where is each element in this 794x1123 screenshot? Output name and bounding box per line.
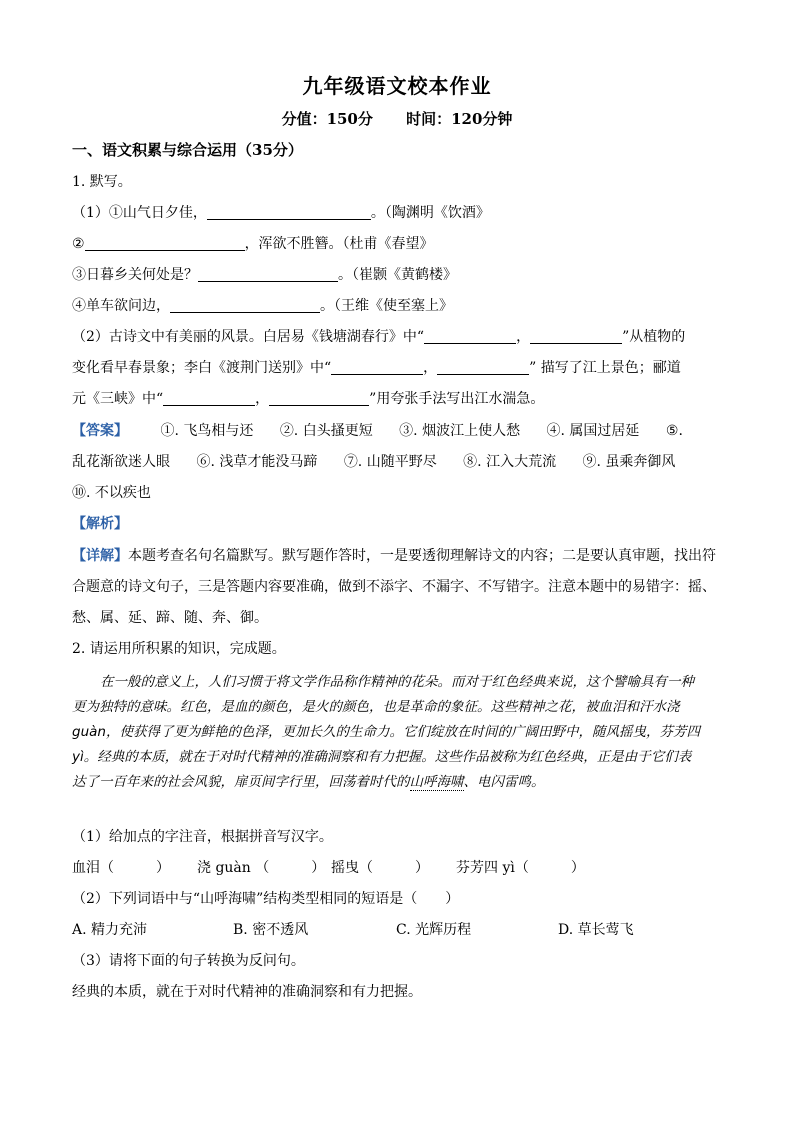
q1-line-2	[72, 233, 722, 255]
page-subtitle	[0, 108, 794, 129]
analysis-line-3: 愁、属、延、蹄、随、奔、御。	[72, 610, 268, 626]
passage-line	[72, 771, 545, 793]
q1-line-4-suffix: 。（王维《使至塞上》	[320, 298, 453, 314]
answer-blank[interactable]	[530, 328, 622, 344]
answer-blank[interactable]	[331, 359, 423, 375]
q1-line-1	[72, 202, 722, 224]
q2-sentence: 经典的本质，就在于对时代精神的准确洞察和有力把握。	[72, 984, 422, 1000]
q1-part2-text: 元《三峡》中“	[72, 391, 164, 407]
comma: ，	[423, 360, 438, 376]
q2-sub1: （1）给加点的字注音，根据拼音写汉字。	[72, 829, 333, 845]
answer-item: ②. 白头搔更短	[279, 423, 373, 439]
q1-part2-text: ” 描写了江上景色；郦道	[529, 360, 681, 376]
page-title: 九年级语文校本作业	[302, 74, 492, 98]
answer-item: ⑥. 浅草才能没马蹄	[196, 454, 318, 470]
option-b[interactable]: B. 密不透风	[233, 922, 309, 938]
answer-blank[interactable]	[437, 359, 529, 375]
answer-blank[interactable]	[170, 297, 320, 313]
question-2-label: 2. 请运用所积累的知识，完成题。	[72, 641, 286, 657]
answer-tag: 【答案】	[72, 423, 128, 439]
q2-sub3: （3）请将下面的句子转换为反问句。	[72, 953, 305, 969]
question-1-label: 1. 默写。	[72, 174, 132, 190]
answer-line-2	[72, 451, 722, 473]
comma: ，	[255, 391, 270, 407]
answer-item: ③. 烟波江上使人愁	[399, 423, 521, 439]
passage-text: 达了一百年来的社会风貌，扉页间字行里，回荡着时代的	[72, 774, 410, 790]
passage-line: yì。经典的本质，就在于对时代精神的准确洞察和有力把握。这些作品被称为红色经典，正是由于它们表	[72, 749, 692, 765]
q1-line-3-prefix: ③日暮乡关何处是？	[72, 267, 198, 283]
analysis-line-1	[72, 545, 722, 567]
answer-item: ⑦. 山随平野尽	[343, 454, 437, 470]
fill-label: 摇曳（	[331, 860, 373, 876]
reading-passage	[72, 671, 722, 821]
analysis-line-2: 合题意的诗文句子，三是答题内容要准确，做到不添字、不漏字、不写错字。注意本题中的易错字：摇、	[72, 579, 716, 595]
section-heading: 一、语文积累与综合运用（35分）	[72, 141, 303, 159]
q1-part2-text: ”从植物的	[622, 329, 686, 345]
fill-item	[197, 857, 325, 879]
passage-line: 更为独特的意味。红色，是血的颜色，是火的颜色，也是革命的象征。这些精神之花，被血泪和汗水浇	[72, 699, 680, 715]
answer-blank[interactable]	[269, 390, 369, 406]
answer-blank[interactable]	[163, 390, 255, 406]
fill-item	[72, 857, 170, 879]
score-info: 分值：150分	[281, 110, 373, 128]
q1-part2-text: 变化看早春景象；李白《渡荆门送别》中“	[72, 360, 332, 376]
fill-close: ）	[570, 860, 585, 876]
q1-part2-line-3	[72, 388, 722, 410]
answer-item: ①. 飞鸟相与还	[160, 423, 254, 439]
q1-line-2-prefix: ②	[72, 236, 85, 252]
q1-line-2-suffix: ，浑欲不胜簪。（杜甫《春望》	[244, 236, 434, 252]
q1-part2-text: （2）古诗文中有美丽的风景。白居易《钱塘湖春行》中“	[72, 329, 425, 345]
comma: ，	[516, 329, 531, 345]
answer-blank[interactable]	[424, 328, 516, 344]
answer-blank[interactable]	[85, 235, 245, 251]
passage-text: 、电闪雷鸣。	[463, 774, 545, 790]
fill-close: ）	[415, 860, 429, 876]
analysis-text: 本题考查名句名篇默写。默写题作答时，一是要透彻理解诗文的内容；二是要认真审题，找出符	[128, 548, 716, 564]
answer-item: ⑤.	[665, 423, 683, 439]
q1-line-4	[72, 295, 722, 317]
time-info: 时间：120分钟	[406, 110, 513, 128]
answer-line-1	[72, 420, 722, 442]
q1-line-1-suffix: 。（陶渊明《饮酒》	[370, 205, 490, 221]
answer-item: ⑩. 不以疾也	[72, 485, 151, 501]
passage-line: 在一般的意义上，人们习惯于将文学作品称作精神的花朵。而对于红色经典来说，这个譬喻具有一种	[100, 674, 694, 690]
q1-line-3-suffix: 。（崔颢《黄鹤楼》	[338, 267, 457, 283]
fill-item	[331, 857, 429, 879]
detail-tag: 【详解】	[72, 548, 128, 564]
answer-item: ④. 属国过居延	[546, 423, 640, 439]
option-c[interactable]: C. 光辉历程	[396, 922, 472, 938]
q1-part2-line-2	[72, 357, 722, 379]
q1-part2-line-1	[72, 326, 722, 348]
fill-item	[456, 857, 585, 879]
fill-close: ）	[311, 860, 326, 876]
answer-item: ⑧. 江入大荒流	[463, 454, 557, 470]
answer-item: 乱花渐欲迷人眼	[72, 454, 170, 470]
q1-line-3	[72, 264, 722, 286]
q1-part2-text: ”用夸张手法写出江水湍急。	[369, 391, 545, 407]
fill-label: 浇 guàn （	[197, 860, 270, 876]
passage-line: guàn，使获得了更为鲜艳的色泽，更加长久的生命力。它们绽放在时间的广阔田野中，随风摇曳，芬芳四	[72, 724, 700, 740]
answer-item: ⑨. 虽乘奔御风	[582, 454, 676, 470]
fill-label: 血泪（	[72, 860, 114, 876]
analysis-tag: 【解析】	[72, 516, 128, 532]
answer-blank[interactable]	[207, 204, 371, 220]
option-d[interactable]: D. 草长莺飞	[558, 922, 634, 938]
underlined-phrase: 山呼海啸	[409, 774, 464, 790]
q2-sub2: （2）下列词语中与“山呼海啸”结构类型相同的短语是（ ）	[72, 891, 460, 907]
fill-label: 芬芳四 yì（	[456, 860, 529, 876]
option-a[interactable]: A. 精力充沛	[72, 922, 148, 938]
q1-line-4-prefix: ④单车欲问边，	[72, 298, 170, 314]
answer-line-3	[72, 482, 722, 504]
answer-blank[interactable]	[198, 266, 338, 282]
q1-line-1-prefix: （1）①山气日夕佳，	[72, 205, 207, 221]
fill-close: ）	[156, 860, 170, 876]
